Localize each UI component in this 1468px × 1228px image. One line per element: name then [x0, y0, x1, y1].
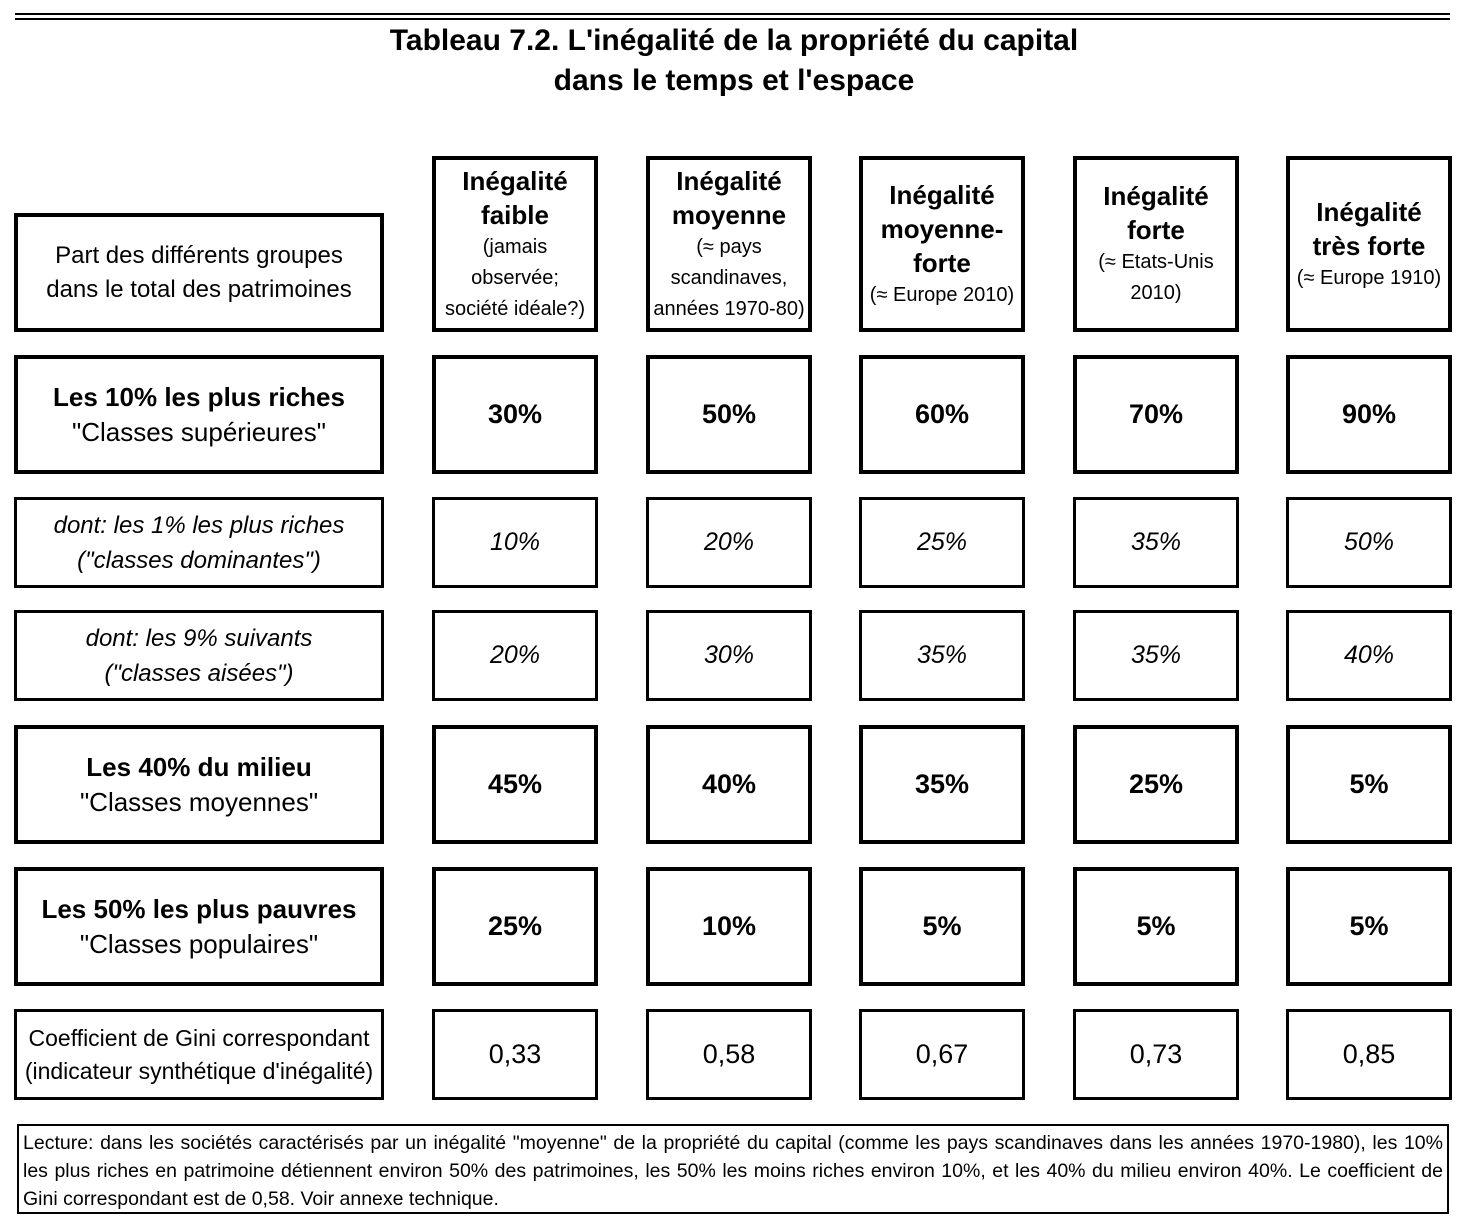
column-heading: forte [913, 247, 971, 278]
column-heading: Inégalité [889, 179, 995, 210]
column-subheading: scandinaves, [670, 266, 788, 289]
column-header-forte [1073, 156, 1239, 332]
column-heading: Inégalité [462, 165, 568, 196]
row-label-line-1: Les 10% les plus riches [53, 381, 345, 412]
table-cell: 0,58 [646, 1009, 812, 1100]
column-heading: Inégalité [676, 165, 782, 196]
table-cell: 10% [646, 867, 812, 986]
row-label-line-1: Les 40% du milieu [86, 751, 312, 782]
row-label-middle-40 [14, 725, 384, 844]
column-subheading: (≈ Etats-Unis [1098, 251, 1214, 273]
column-subheading: années 1970-80) [653, 297, 805, 320]
row-label-line-2: "Classes moyennes" [79, 786, 319, 817]
table-cell: 0,73 [1073, 1009, 1239, 1100]
table-title [0, 21, 1468, 101]
column-header-tres-forte [1286, 156, 1452, 332]
table-cell: 50% [646, 355, 812, 474]
column-subheading: 2010) [1130, 282, 1182, 304]
column-subheading: (jamais [482, 235, 548, 258]
table-cell: 0,33 [432, 1009, 598, 1100]
top-rule-second [15, 18, 1450, 20]
table-cell: 25% [1073, 725, 1239, 844]
table-cell: 35% [859, 725, 1025, 844]
table-cell: 50% [1286, 497, 1452, 588]
table-cell: 90% [1286, 355, 1452, 474]
column-heading: Inégalité [1103, 181, 1209, 211]
column-header-faible [432, 156, 598, 332]
title-line-1: Tableau 7.2. L'inégalité de la propriété du capital [389, 24, 1079, 57]
table-cell: 35% [1073, 497, 1239, 588]
table-cell: 25% [432, 867, 598, 986]
row-label-line-2: ("classes aisées") [104, 659, 294, 687]
table-cell: 40% [646, 725, 812, 844]
row-label-bottom-50 [14, 867, 384, 986]
top-rule [15, 13, 1450, 15]
row-label-line-1: dont: les 1% les plus riches [53, 511, 345, 539]
table-cell: 45% [432, 725, 598, 844]
row-label-line-1: Coefficient de Gini correspondant [28, 1024, 370, 1051]
corner-label-line-2: dans le total des patrimoines [46, 275, 352, 303]
table-cell: 20% [646, 497, 812, 588]
column-subheading: observée; [471, 266, 559, 289]
table-cell: 30% [432, 355, 598, 474]
column-subheading: (≈ pays [696, 235, 762, 258]
row-label-line-2: (indicateur synthétique d'inégalité) [24, 1057, 374, 1084]
table-cell: 5% [859, 867, 1025, 986]
column-header-moyenne [646, 156, 812, 332]
row-label-gini [14, 1009, 384, 1100]
reading-note: Lecture: dans les sociétés caractérisés par un inégalité "moyenne" de la propriété du capital (comme les pays scandinaves dans les années 1970-1980), les 10% les plus riches en patrimoine détiennent environ 50% des patrimoines, les 50% les moins riches environ 10%, et les 40% du milieu environ 40%. Le coefficient de Gini correspondant est de 0,58. Voir annexe technique. [17, 1124, 1449, 1214]
table-cell: 0,67 [859, 1009, 1025, 1100]
row-label-line-2: "Classes supérieures" [71, 416, 326, 447]
row-label-line-1: dont: les 9% suivants [85, 624, 313, 652]
column-heading: forte [1127, 215, 1185, 245]
table-cell: 60% [859, 355, 1025, 474]
title-line-2: dans le temps et l'espace [553, 64, 915, 97]
column-header-moyenne-forte [859, 156, 1025, 332]
table-cell: 20% [432, 610, 598, 701]
corner-header [14, 213, 384, 332]
row-label-top-1 [14, 497, 384, 588]
table-cell: 10% [432, 497, 598, 588]
row-label-line-1: Les 50% les plus pauvres [41, 893, 357, 924]
row-label-next-9 [14, 610, 384, 701]
corner-label-line-1: Part des différents groupes [55, 241, 343, 269]
table-cell: 70% [1073, 355, 1239, 474]
column-subheading: (≈ Europe 2010) [869, 283, 1015, 306]
table-cell: 35% [1073, 610, 1239, 701]
row-label-top-10 [14, 355, 384, 474]
table-cell: 5% [1073, 867, 1239, 986]
row-label-line-2: ("classes dominantes") [77, 546, 321, 574]
column-heading: faible [481, 199, 549, 230]
table-cell: 5% [1286, 867, 1452, 986]
column-subheading: (≈ Europe 1910) [1296, 266, 1442, 289]
table-cell: 25% [859, 497, 1025, 588]
row-label-line-2: "Classes populaires" [79, 928, 319, 959]
table-cell: 0,85 [1286, 1009, 1452, 1100]
table-cell: 30% [646, 610, 812, 701]
table-cell: 5% [1286, 725, 1452, 844]
column-subheading: société idéale?) [444, 297, 586, 320]
table-cell: 40% [1286, 610, 1452, 701]
column-heading: Inégalité [1316, 196, 1422, 227]
table-cell: 35% [859, 610, 1025, 701]
column-heading: moyenne- [880, 213, 1004, 244]
column-heading: très forte [1312, 230, 1426, 261]
column-heading: moyenne [671, 199, 787, 230]
